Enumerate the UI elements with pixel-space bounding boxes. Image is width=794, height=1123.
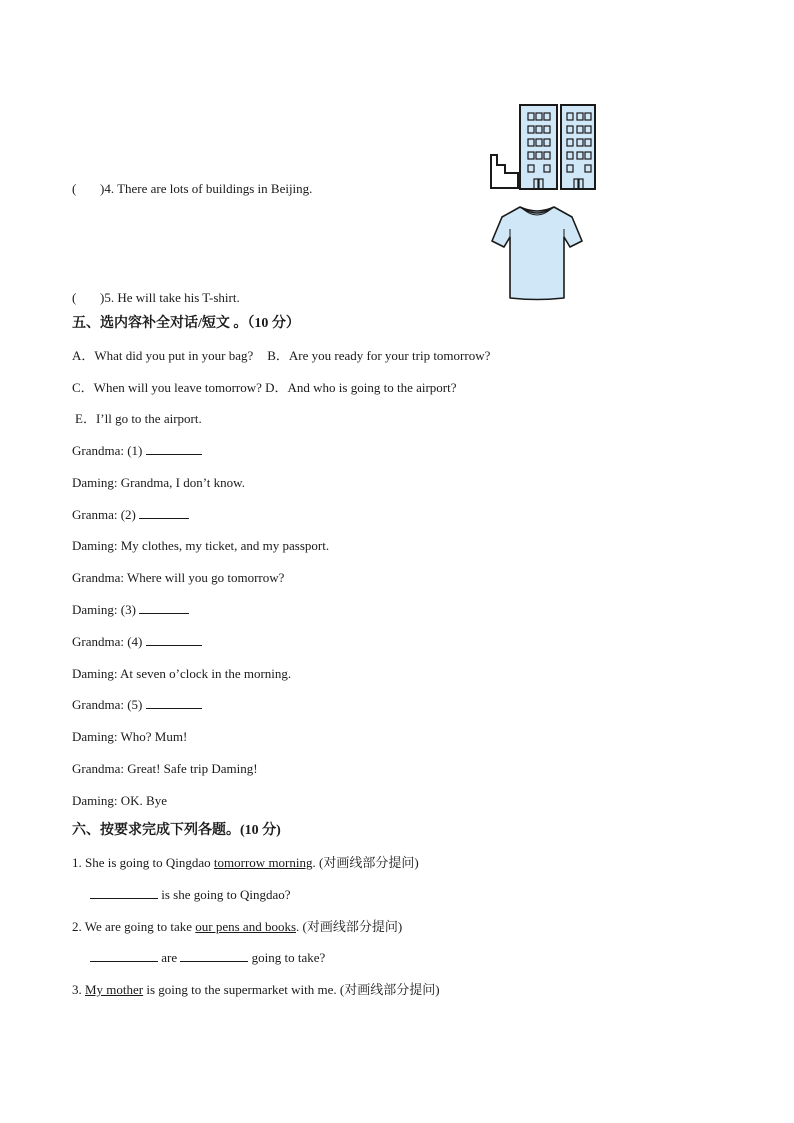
dialogue-text: Grandma: (5) [72, 697, 143, 712]
dialogue-line [72, 506, 189, 524]
dialogue-text: Grandma: Where will you go tomorrow? [72, 570, 285, 585]
s6-question-3: 3. My mother is going to the supermarket with me. (对画线部分提问) [72, 982, 440, 997]
answer-blank[interactable] [146, 696, 202, 709]
dialogue-text: Daming: At seven o’clock in the morning. [72, 666, 292, 681]
underlined-phrase: tomorrow morning [213, 855, 313, 870]
answer-blank[interactable] [139, 601, 189, 614]
tshirt-icon [490, 203, 586, 303]
answer-blank[interactable] [139, 506, 189, 519]
option-b: B．Are you ready for your trip tomorrow? [267, 348, 491, 363]
dialogue-line [72, 569, 284, 587]
s6-question-2: 2. We are going to take our pens and books. (对画线部分提问) [72, 919, 403, 934]
dialogue-text: Daming: Grandma, I don’t know. [72, 475, 245, 490]
dialogue-line [72, 474, 245, 492]
option-a: A．What did you put in your bag? [72, 348, 254, 363]
question-4 [72, 180, 312, 198]
dialogue-line [72, 696, 202, 714]
answer-paren: ( [72, 181, 77, 196]
answer-paren: ( [72, 290, 77, 305]
dialogue-line [72, 728, 187, 746]
question-5-text: )5. He will take his T-shirt. [100, 290, 240, 305]
underlined-phrase: our pens and books [195, 919, 297, 934]
option-cd: C．When will you leave tomorrow? D．And who is going to the airport? [72, 380, 457, 395]
question-5 [72, 289, 240, 307]
s6-question-1: 1. She is going to Qingdao tomorrow morning. (对画线部分提问) [72, 855, 419, 870]
underlined-phrase: My mother [85, 982, 144, 997]
dialogue-text: Grandma: (1) [72, 443, 143, 458]
dialogue-line [72, 792, 167, 810]
section-6-heading: 六、按要求完成下列各题。(10 分) [72, 823, 281, 838]
question-4-text: )4. There are lots of buildings in Beijing. [100, 181, 313, 196]
dialogue-text: Grandma: Great! Safe trip Daming! [72, 761, 258, 776]
dialogue-line [72, 760, 258, 778]
dialogue-line [72, 665, 291, 683]
buildings-icon [488, 103, 600, 193]
answer-blank[interactable] [146, 442, 202, 455]
dialogue-line [72, 537, 329, 555]
answer-blank[interactable] [90, 949, 158, 962]
dialogue-text: Daming: My clothes, my ticket, and my passport. [72, 538, 330, 553]
dialogue-line [72, 442, 202, 460]
dialogue-line [72, 633, 202, 651]
dialogue-text: Daming: OK. Bye [72, 793, 167, 808]
dialogue-line [72, 601, 189, 619]
answer-blank[interactable] [146, 633, 202, 646]
options-ab [72, 347, 490, 365]
dialogue-text: Daming: (3) [72, 602, 136, 617]
s6-answer-1: is she going to Qingdao? [90, 886, 291, 904]
dialogue-text: Granma: (2) [72, 507, 136, 522]
s6-answer-2: are going to take? [90, 949, 325, 967]
section-5-heading: 五、选内容补全对话/短文 。（10 分） [72, 316, 300, 331]
answer-blank[interactable] [90, 886, 158, 899]
dialogue-text: Grandma: (4) [72, 634, 143, 649]
dialogue-text: Daming: Who? Mum! [72, 729, 188, 744]
option-e: E．I’ll go to the airport. [75, 411, 202, 426]
answer-blank[interactable] [180, 949, 248, 962]
